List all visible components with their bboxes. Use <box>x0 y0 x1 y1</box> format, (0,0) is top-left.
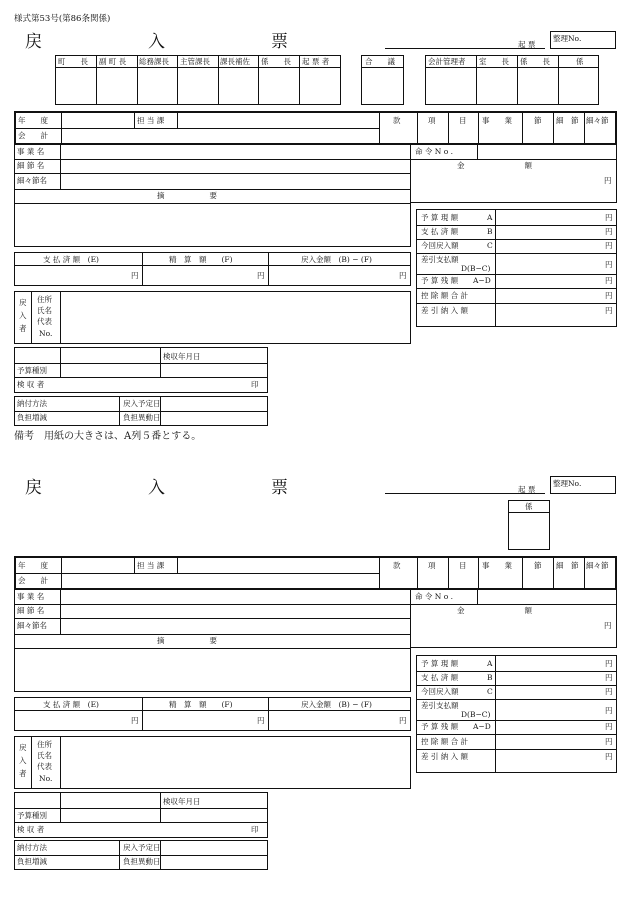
moku-label: 目 <box>459 116 467 125</box>
futan-zogen-label: 負担増減 <box>17 413 47 422</box>
nendo-label: 年 度 <box>18 116 48 125</box>
title-char-1: 戻 <box>25 32 42 52</box>
budget-table-b: 予 算 現 額 A 円 支 払 済 額 B 円 今回戻入額 C 円 差引支払額 D(B−C) 円 予 算 残 額 A−D 円 控 除 額 合 計 円 差 引 納 入 額 円 <box>416 655 617 773</box>
header-block-top-b: 年 度 担 当 課 会 計 款 項 目 事 業 節 細 節 細々節 <box>14 556 617 590</box>
budget-row-kojo: 控 除 額 合 計 <box>421 291 469 300</box>
approval-somu: 総務課長 <box>139 57 169 66</box>
title-char-3: 票 <box>271 32 288 52</box>
kingaku-label: 金 額 <box>457 161 532 170</box>
kakari-box-b: 係 <box>508 500 550 550</box>
nofu-houhou-label: 納付方法 <box>17 399 47 408</box>
approval-shitsucho: 室 長 <box>479 57 509 66</box>
budget-row-zan: 予 算 残 額 <box>421 276 459 285</box>
reinyu-label: 戻入金額 (B) − (F) <box>301 255 372 264</box>
nofu-block-b: 納付方法 戻入予定日 負担増減 負担異動日 <box>14 840 268 870</box>
jigyo-block <box>14 144 411 247</box>
tanto-label: 担 当 課 <box>137 116 165 125</box>
approval-kihyosha: 起 票 者 <box>302 57 330 66</box>
approval-box-left <box>55 55 341 105</box>
header-block-top <box>14 111 617 145</box>
approval-shukan: 主管課長 <box>180 57 210 66</box>
kan-label: 款 <box>393 116 401 125</box>
approval-cho: 町 長 <box>58 57 88 66</box>
jigyo-block-b: 事 業 名 細 節 名 細々節名 摘 要 <box>14 589 411 692</box>
seisan-label: 精 算 額 (F) <box>169 255 233 264</box>
kensa-block: 検収年月日 予算種別 検 収 者 印 <box>14 347 268 393</box>
approval-fukucho: 副 町 長 <box>99 57 127 66</box>
title-char-2-b: 入 <box>148 478 165 498</box>
saisaisetsu-label: 細々節名 <box>17 176 47 185</box>
approval-aigi: 合 議 <box>365 57 395 66</box>
saisetsu-col-label: 細 節 <box>556 116 579 125</box>
kensa-block-b: 検収年月日 予算種別 検 収 者 印 <box>14 792 268 838</box>
budget-row-c: 今回戻入額 <box>421 241 459 250</box>
title-char-1-b: 戻 <box>25 478 42 498</box>
setsu-label: 節 <box>534 116 542 125</box>
form-number: 様式第53号(第86条関係) <box>14 14 111 24</box>
reinyu-yotei-label: 戻入予定日 <box>123 399 161 408</box>
approval-kakaricho: 係 長 <box>261 57 291 66</box>
title-char-3-b: 票 <box>271 478 288 498</box>
jigyo-col-label: 事 業 <box>482 116 512 125</box>
kingaku-block-b: 命 令 N o . 金 額 円 <box>410 589 617 648</box>
nofu-block <box>14 396 268 426</box>
shiharai-label: 支 払 済 額 (E) <box>43 255 99 264</box>
tekiyo-label: 摘 要 <box>157 191 217 200</box>
seiri-no-box-b[interactable]: 整理No. <box>550 476 616 494</box>
biko-note: 備考 用紙の大きさは、A列５番とする。 <box>14 431 202 442</box>
seiri-no-label: 整理No. <box>553 34 582 43</box>
kensa-date-label: 検収年月日 <box>163 352 201 361</box>
futan-ido-label: 負担異動日 <box>123 413 161 422</box>
approval-hosa: 課長補佐 <box>220 57 250 66</box>
approval-kakari: 係 <box>576 57 584 66</box>
payer-block-b: 戻 入 者 住所 氏名 代表 No. <box>14 736 411 789</box>
approval-kakaricho-r: 係 長 <box>520 57 550 66</box>
budget-row-d: 差引支払額 <box>421 255 459 264</box>
payment-block-b: 支 払 済 額 (E) 精 算 額 (F) 戻入金額 (B) − (F) 円 円 円 <box>14 697 411 731</box>
yosan-shubetsu-label: 予算種別 <box>17 366 47 375</box>
payer-block: 戻 入 者 住所 氏名 代表 No. <box>14 291 411 344</box>
kihyo-label: 起 票 <box>518 40 536 49</box>
kingaku-block <box>410 144 617 203</box>
kenshusha-label: 検 収 者 <box>17 380 45 389</box>
approval-kaikei-kanri: 会計管理者 <box>428 57 466 66</box>
budget-row-a: 予 算 現 額 <box>421 213 459 222</box>
budget-row-nonyu: 差 引 納 入 額 <box>421 306 469 315</box>
meirei-label: 命 令 N o . <box>415 147 453 156</box>
approval-box-right <box>425 55 599 105</box>
kingaku-yen: 円 <box>604 176 612 185</box>
seiri-no-box[interactable] <box>550 31 616 49</box>
saisaisetsu-col-label: 細々節 <box>586 116 609 125</box>
saisetsu-label: 細 節 名 <box>17 161 45 170</box>
title-char-2: 入 <box>148 32 165 52</box>
kou-label: 項 <box>428 116 436 125</box>
kaikei-label: 会 計 <box>18 131 48 140</box>
payment-block: 支 払 済 額 (E) 精 算 額 (F) 戻入金額 (B) − (F) 円 円 円 <box>14 252 411 286</box>
approval-box-mid <box>361 55 404 105</box>
jigyo-label: 事 業 名 <box>17 147 45 156</box>
budget-table: 予 算 現 額 A 円 支 払 済 額 B 円 今回戻入額 C 円 差引支払額 D(B−C) 円 予 算 残 額 A−D 円 控 除 額 合 計 円 差 引 納 入 額 円 <box>416 209 617 327</box>
budget-row-b: 支 払 済 額 <box>421 227 459 236</box>
